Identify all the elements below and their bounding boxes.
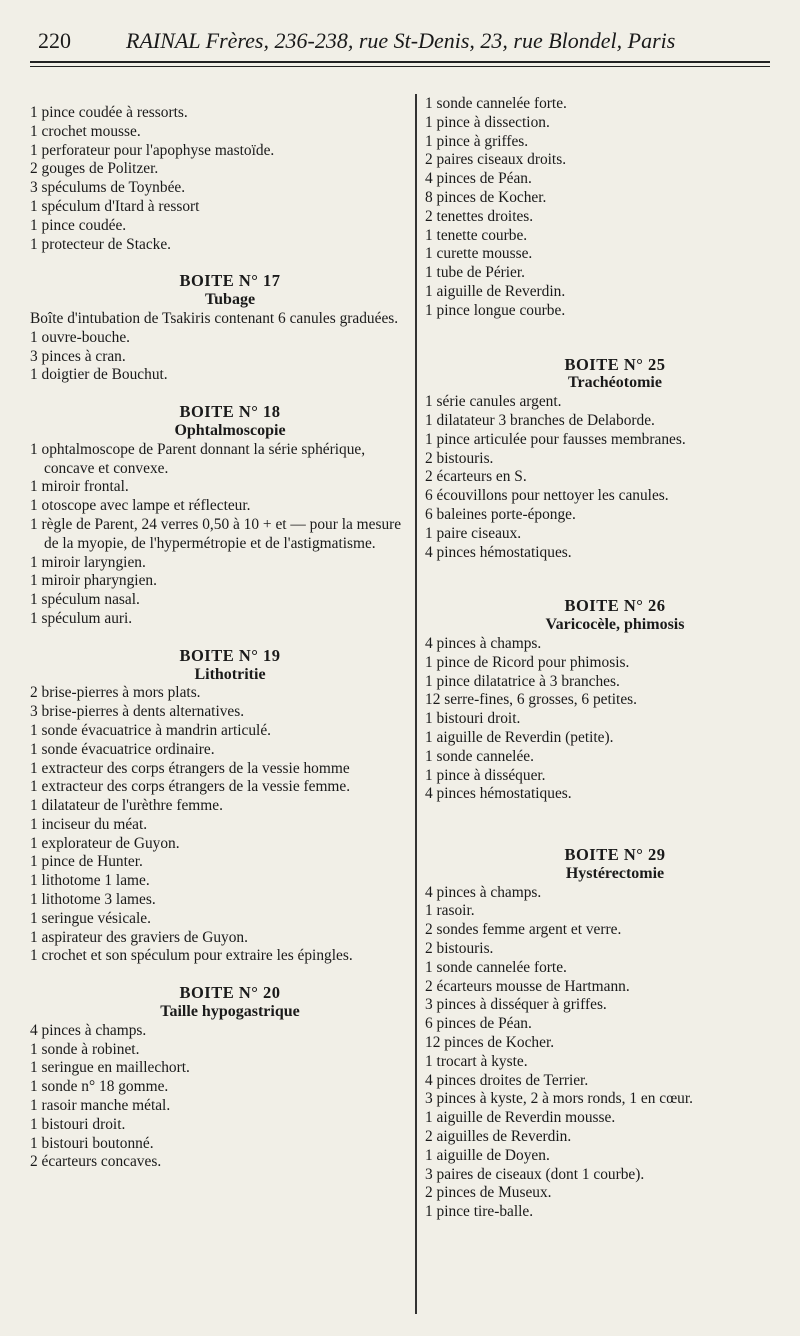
list-item: 1 pince longue courbe. (425, 301, 566, 319)
list-item: 1 extracteur des corps étrangers de la vessie homme (30, 759, 350, 777)
intro-list (30, 104, 410, 254)
list-item: 1 sonde cannelée forte. (425, 958, 567, 976)
list-item: 1 pince coudée. (30, 216, 127, 234)
list-item: 2 pinces de Museux. (425, 1184, 552, 1202)
list-item: 1 aiguille de Reverdin (petite). (425, 728, 614, 746)
page-header (38, 28, 774, 58)
list-item: 1 seringue en maillechort. (30, 1059, 190, 1077)
list-item: 1 doigtier de Bouchut. (30, 366, 168, 384)
list-item: 1 trocart à kyste. (425, 1052, 528, 1070)
list-item: 2 tenettes droites. (425, 207, 534, 225)
list-item: 3 pinces à kyste, 2 à mors ronds, 1 en cœur. (425, 1090, 693, 1108)
list-item: 1 sonde n° 18 gomme. (30, 1078, 169, 1096)
box-title: BOITE N° 20 (179, 983, 281, 1003)
box-19-section (30, 647, 410, 967)
list-item: 1 aspirateur des graviers de Guyon. (30, 928, 248, 946)
list-item: 1 extracteur des corps étrangers de la vessie femme. (30, 778, 351, 796)
list-item: 2 bistouris. (425, 940, 494, 958)
list-item: 4 pinces à champs. (425, 634, 542, 652)
list-item: 3 pinces à disséquer à griffes. (425, 996, 607, 1014)
list-item: 4 pinces hémostatiques. (425, 785, 572, 803)
box-title: BOITE N° 17 (179, 271, 281, 291)
list-item: 1 règle de Parent, 24 verres 0,50 à 10 + et — pour la mesure de la myopie, de l'hypermétropie et de l'astigmatisme. (30, 515, 402, 552)
list-item: 3 paires de ciseaux (dont 1 courbe). (425, 1165, 645, 1183)
list-item: 4 pinces droites de Terrier. (425, 1071, 589, 1089)
list-item: 1 ophtalmoscope de Parent donnant la série sphérique, concave et convexe. (30, 440, 366, 477)
box-26-section (425, 597, 785, 804)
list-item: 1 sonde évacuatrice ordinaire. (30, 740, 215, 758)
box-subtitle: Hystérectomie (565, 864, 665, 882)
box-20-section (30, 984, 410, 1172)
list-item: 2 paires ciseaux droits. (425, 151, 567, 169)
right-column (425, 95, 785, 1222)
list-item: 1 tube de Périer. (425, 264, 526, 282)
box-17-section (30, 272, 410, 385)
list-item: 4 pinces hémostatiques. (425, 543, 572, 561)
list-item: 1 seringue vésicale. (30, 909, 151, 927)
list-item: 1 pince tire-balle. (425, 1203, 534, 1221)
running-title: RAINAL Frères, 236-238, rue St-Denis, 23, rue Blondel, Paris (126, 28, 676, 53)
box-title: BOITE N° 18 (179, 402, 281, 422)
list-item: 1 aiguille de Reverdin. (425, 282, 566, 300)
box-subtitle: Taille hypogastrique (160, 1003, 300, 1021)
list-item: 1 sonde à robinet. (30, 1040, 140, 1058)
list-item: Boîte d'intubation de Tsakiris contenant 6 canules graduées. (30, 309, 399, 327)
list-item: 2 sondes femme argent et verre. (425, 921, 622, 939)
list-item: 1 série canules argent. (425, 393, 562, 411)
list-item: 1 miroir pharyngien. (30, 572, 157, 590)
list-item: 1 aiguille de Doyen. (425, 1146, 550, 1164)
list-item: 6 écouvillons pour nettoyer les canules. (425, 487, 669, 505)
list-item: 6 pinces de Péan. (425, 1015, 532, 1033)
box-title: BOITE N° 25 (564, 354, 666, 374)
list-item: 1 bistouri droit. (425, 710, 521, 728)
list-item: 1 spéculum d'Itard à ressort (30, 197, 200, 215)
list-item: 8 pinces de Kocher. (425, 188, 547, 206)
list-item: 1 pince de Hunter. (30, 853, 143, 871)
intro-list (425, 95, 785, 321)
list-item: 1 miroir laryngien. (30, 553, 146, 571)
list-item: 3 spéculums de Toynbée. (30, 179, 186, 197)
list-item: 1 lithotome 3 lames. (30, 891, 156, 909)
list-item: 1 bistouri boutonné. (30, 1134, 154, 1152)
list-item: 1 sonde évacuatrice à mandrin articulé. (30, 721, 272, 739)
list-item: 1 inciseur du méat. (30, 815, 148, 833)
list-item: 1 tenette courbe. (425, 226, 528, 244)
list-item: 2 bistouris. (425, 449, 494, 467)
list-item: 1 bistouri droit. (30, 1115, 126, 1133)
list-item: 1 spéculum nasal. (30, 591, 140, 609)
list-item: 4 pinces de Péan. (425, 170, 532, 188)
list-item: 2 gouges de Politzer. (30, 160, 159, 178)
list-item: 2 écarteurs mousse de Hartmann. (425, 977, 630, 995)
list-item: 1 aiguille de Reverdin mousse. (425, 1109, 616, 1127)
list-item: 1 pince de Ricord pour phimosis. (425, 653, 630, 671)
box-subtitle: Varicocèle, phimosis (545, 616, 685, 634)
list-item: 1 dilatateur de l'urèthre femme. (30, 797, 223, 815)
list-item: 1 curette mousse. (425, 245, 533, 263)
box-29-section (425, 846, 785, 1222)
list-item: 1 crochet mousse. (30, 122, 141, 140)
list-item: 3 brise-pierres à dents alternatives. (30, 703, 245, 721)
list-item: 2 écarteurs concaves. (30, 1153, 162, 1171)
list-item: 4 pinces à champs. (30, 1021, 147, 1039)
list-item: 1 paire ciseaux. (425, 524, 522, 542)
list-item: 12 pinces de Kocher. (425, 1034, 555, 1052)
box-subtitle: Lithotritie (194, 665, 266, 683)
list-item: 2 aiguilles de Reverdin. (425, 1128, 572, 1146)
list-item: 1 rasoir manche métal. (30, 1097, 171, 1115)
list-item: 1 miroir frontal. (30, 478, 129, 496)
list-item: 1 dilatateur 3 branches de Delaborde. (425, 411, 655, 429)
list-item: 1 explorateur de Guyon. (30, 834, 180, 852)
box-title: BOITE N° 19 (179, 645, 281, 665)
list-item: 6 baleines porte-éponge. (425, 505, 576, 523)
list-item: 1 pince coudée à ressorts. (30, 104, 188, 121)
column-divider (415, 94, 417, 1314)
list-item: 3 pinces à cran. (30, 347, 126, 365)
list-item: 1 otoscope avec lampe et réflecteur. (30, 497, 251, 515)
box-subtitle: Ophtalmoscopie (174, 421, 286, 439)
list-item: 1 ouvre-bouche. (30, 328, 131, 346)
box-25-section (425, 356, 785, 563)
list-item: 12 serre-fines, 6 grosses, 6 petites. (425, 691, 637, 709)
list-item: 1 sonde cannelée. (425, 747, 534, 765)
list-item: 2 brise-pierres à mors plats. (30, 684, 201, 702)
list-item: 1 pince à dissection. (425, 113, 550, 131)
list-item: 1 spéculum auri. (30, 609, 133, 627)
box-subtitle: Trachéotomie (568, 374, 662, 392)
list-item: 1 pince à disséquer. (425, 766, 546, 784)
left-column (30, 104, 410, 1172)
list-item: 1 perforateur pour l'apophyse mastoïde. (30, 141, 275, 159)
box-title: BOITE N° 26 (564, 596, 666, 616)
list-item: 1 pince articulée pour fausses membranes. (425, 430, 686, 448)
box-title: BOITE N° 29 (564, 845, 666, 865)
list-item: 2 écarteurs en S. (425, 468, 527, 486)
page-number: 220 (38, 28, 71, 53)
header-rule (30, 61, 770, 63)
list-item: 1 pince dilatatrice à 3 branches. (425, 672, 620, 690)
list-item: 1 protecteur de Stacke. (30, 235, 172, 253)
list-item: 1 rasoir. (425, 902, 475, 920)
header-rule-thin (30, 66, 770, 67)
list-item: 1 pince à griffes. (425, 132, 529, 150)
list-item: 1 crochet et son spéculum pour extraire les épingles. (30, 947, 353, 965)
list-item: 4 pinces à champs. (425, 883, 542, 901)
box-18-section (30, 403, 410, 629)
list-item: 1 lithotome 1 lame. (30, 872, 150, 890)
list-item: 1 sonde cannelée forte. (425, 95, 567, 112)
box-subtitle: Tubage (204, 291, 256, 309)
